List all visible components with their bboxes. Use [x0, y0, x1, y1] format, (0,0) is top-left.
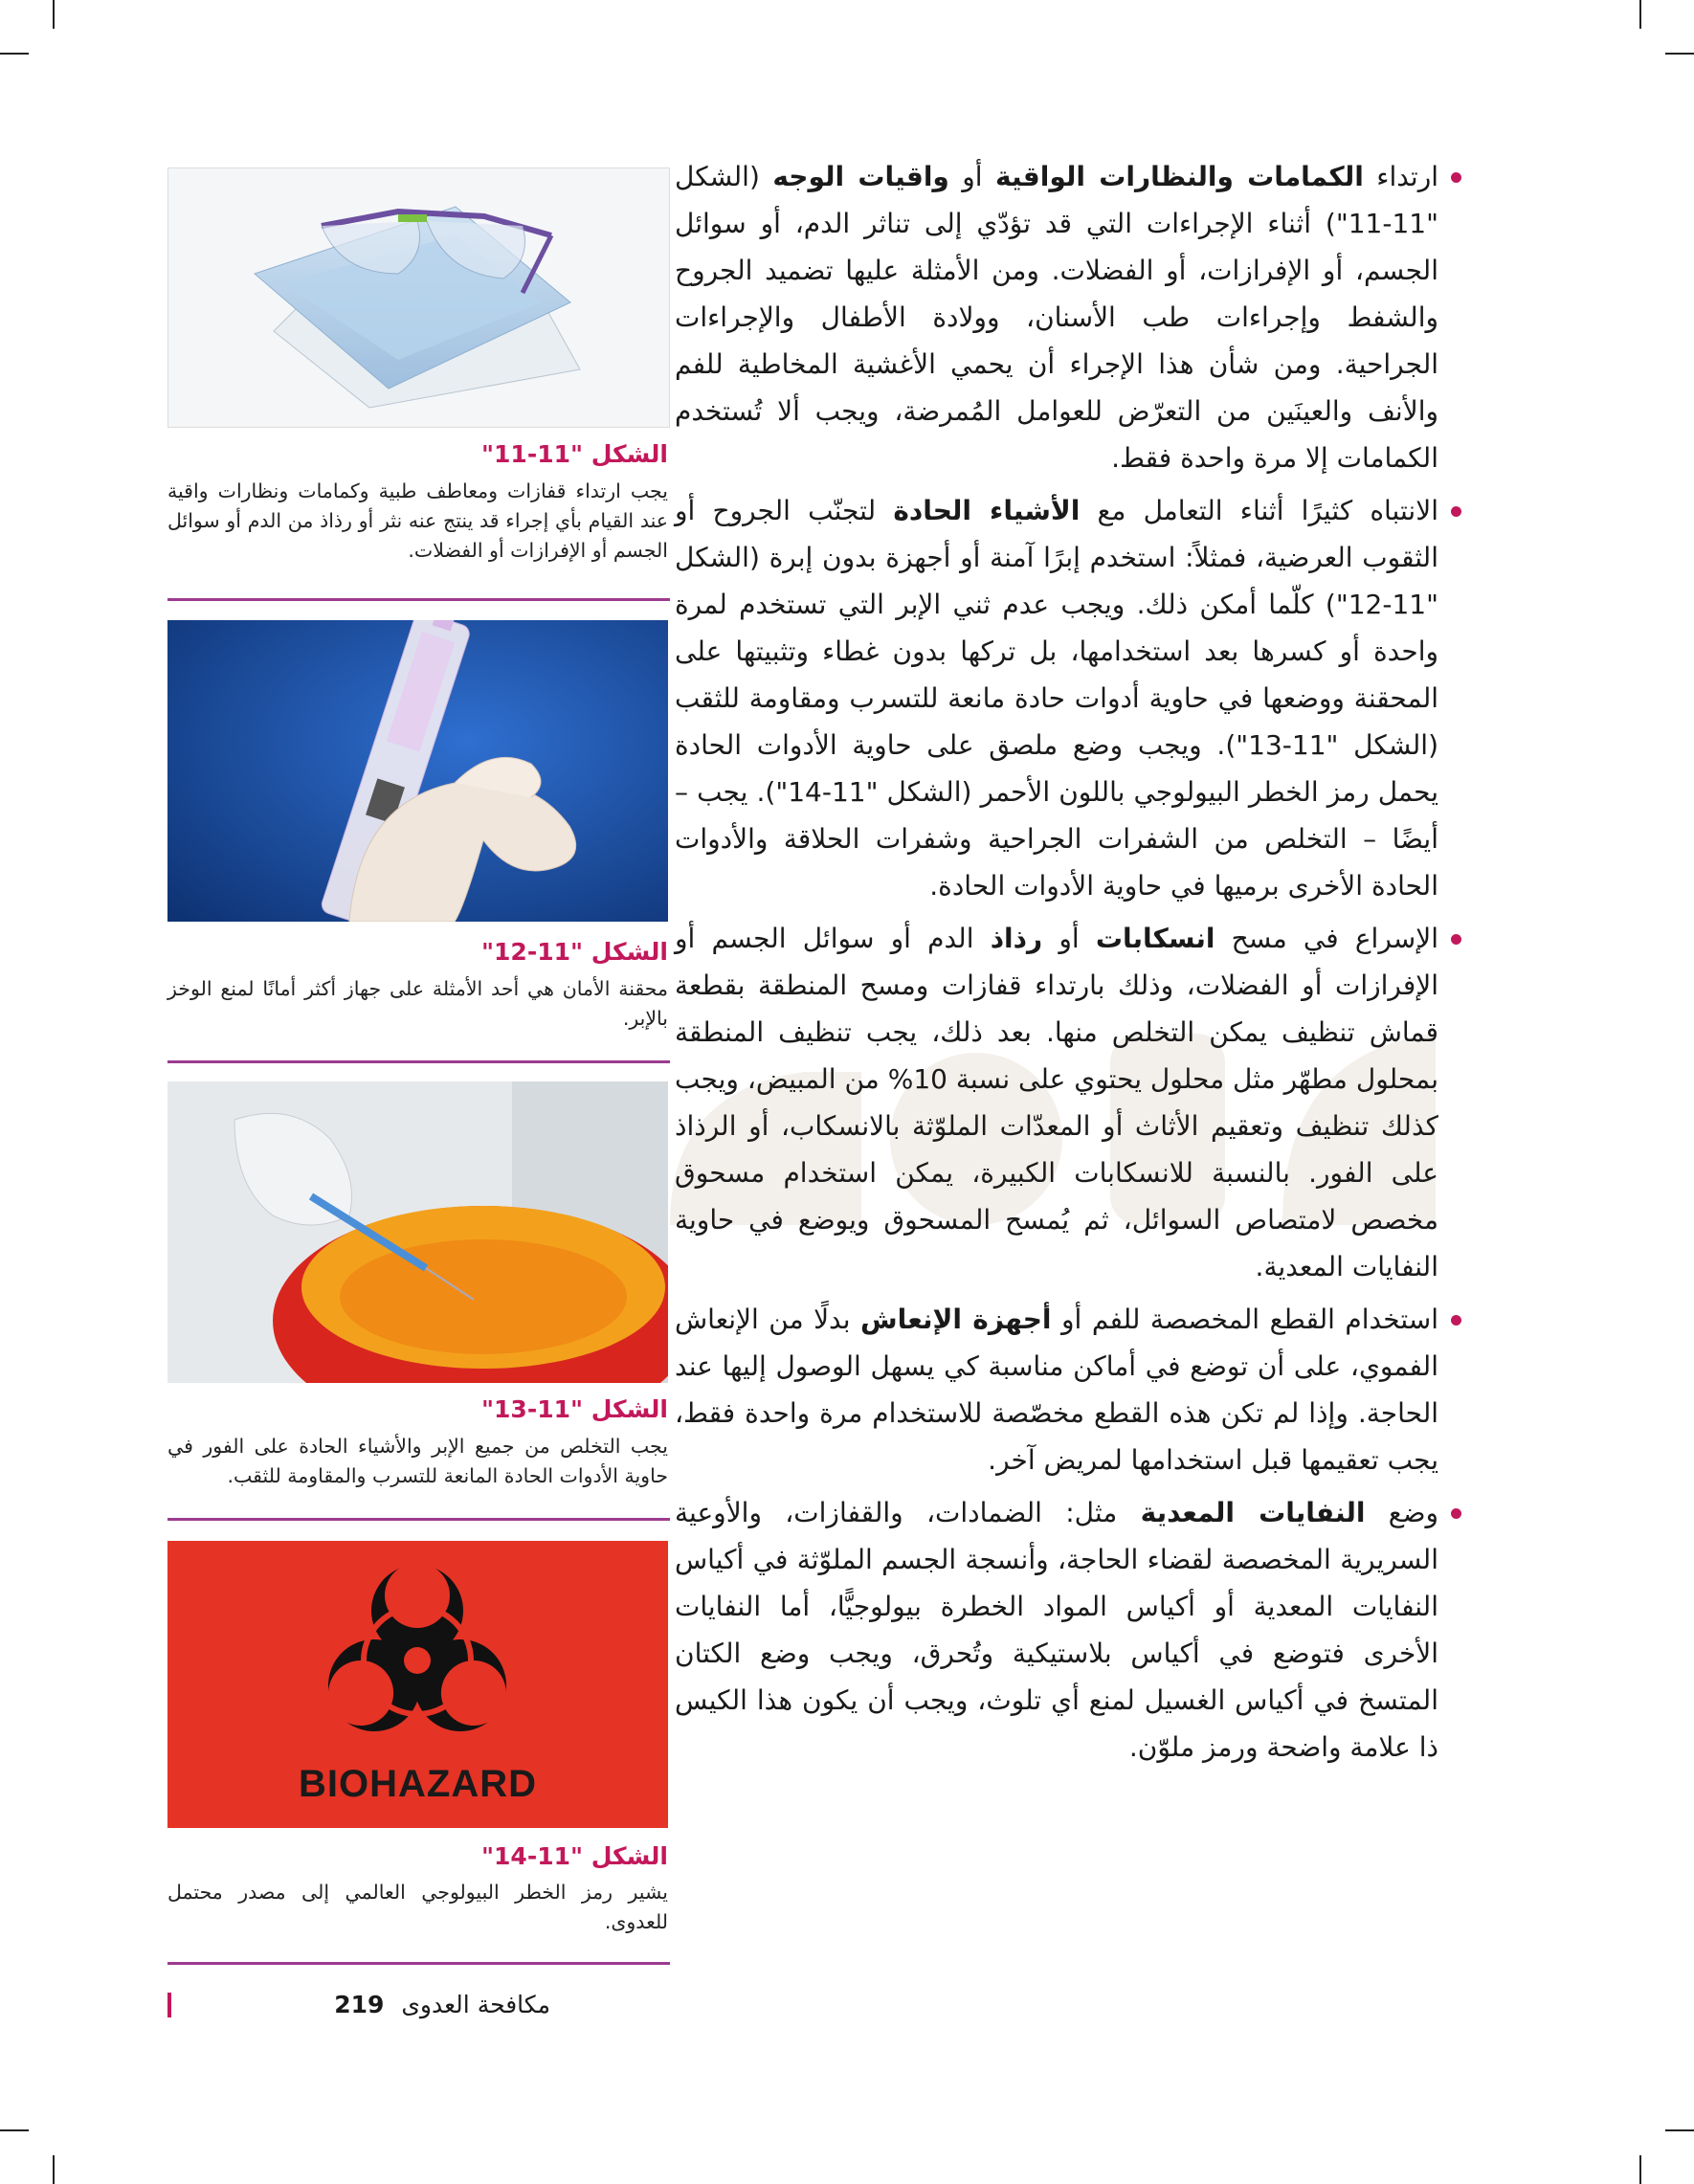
- footer-bar: [167, 1993, 171, 2017]
- bullet-text: وضع النفايات المعدية مثل: الضمادات، والقفازات، والأوعية السريرية المخصصة لقضاء الحاجة، وأنسجة الجسم الملوّثة في أكياس النفايات المعدية أو أكياس المواد الخطرة بيولوجيًّا، أما النفايات الأخرى فتوضع في أكياس بلاستيكية وتُحرق، ويجب وضع الكتان المتسخ في أكياس الغسيل لمنع أي تلوث، ويجب أن يكون هذا الكيس ذا علامة واضحة ورمز ملوّن.: [675, 1497, 1439, 1763]
- page-footer: [167, 1991, 550, 2018]
- crop-mark: [1665, 2129, 1694, 2131]
- main-text: [675, 153, 1460, 1776]
- page-number: 219: [334, 1991, 385, 2018]
- crop-mark: [1639, 0, 1641, 29]
- bullet-dot: [1451, 1508, 1461, 1519]
- figure-11-14-image: [167, 1541, 668, 1828]
- bullet-infectious-waste: [675, 1489, 1460, 1771]
- bullet-masks: [675, 153, 1460, 481]
- bullet-dot: [1451, 172, 1461, 183]
- crop-mark: [0, 2129, 29, 2131]
- crop-mark: [1665, 53, 1694, 55]
- crop-mark: [1639, 2155, 1641, 2184]
- bullet-resuscitation: [675, 1296, 1460, 1483]
- crop-mark: [53, 2155, 55, 2184]
- figure-11-14-caption: يشير رمز الخطر البيولوجي العالمي إلى مصدر محتمل للعدوى.: [167, 1881, 668, 1933]
- bullet-text: الانتباه كثيرًا أثناء التعامل مع الأشياء الحادة لتجنّب الجروح أو الثقوب العرضية، فمثلاً: استخدم إبرًا آمنة أو أجهزة بدون إبرة (الشكل "11-12") كلّما أمكن ذلك. ويجب عدم ثني الإبر التي تستخدم لمرة واحدة أو كسرها بعد استخدامها، بل تركها بدون غطاء وتثبيتها على المحقنة ووضعها في حاوية أدوات حادة مانعة للتسرب ومقاومة للثقب (الشكل "11-13"). ويجب وضع ملصق على حاوية الأدوات الحادة يحمل رمز الخطر البيولوجي باللون الأحمر (الشكل "11-14"). يجب – أيضًا – التخلص من الشفرات الجراحية وشفرات الحلاقة والأدوات الحادة الأخرى برميها في حاوية الأدوات الحادة.: [675, 495, 1438, 902]
- figure-11-13-caption: يجب التخلص من جميع الإبر والأشياء الحادة على الفور في حاوية الأدوات الحادة المانعة للتسرب والمقاومة للثقب.: [167, 1435, 668, 1487]
- bullet-sharps: [675, 487, 1460, 909]
- figure-11-12-caption: محقنة الأمان هي أحد الأمثلة على جهاز أكثر أمانًا لمنع الوخز بالإبر.: [167, 977, 668, 1030]
- figure-11-11-caption: يجب ارتداء قفازات ومعاطف طبية وكمامات ونظارات واقية عند القيام بأي إجراء قد ينتج عنه نثر أو رذاذ من الدم أو سوائل الجسم أو الإفرازات أو الفضلات.: [167, 479, 668, 562]
- crop-mark: [53, 0, 55, 29]
- bullet-dot: [1451, 506, 1461, 517]
- bullet-dot: [1451, 1315, 1461, 1326]
- figure-11-11-image: [167, 167, 670, 428]
- divider: [167, 1962, 670, 1965]
- crop-mark: [0, 53, 29, 55]
- figure-11-13-image: [167, 1081, 668, 1383]
- bullet-text: ارتداء الكمامات والنظارات الواقية أو واقيات الوجه (الشكل "11-11") أثناء الإجراءات التي قد تؤدّي إلى تناثر الدم، أو سوائل الجسم، أو الإفرازات، أو الفضلات. ومن الأمثلة عليها تضميد الجروح والشفط وإجراءات طب الأسنان، وولادة الأطفال والإجراءات الجراحية. ومن شأن هذا الإجراء أن يحمي الأغشية المخاطية للفم والأنف والعينَين من التعرّض للعوامل المُمرضة، ويجب ألا تُستخدم الكمامات إلا مرة واحدة فقط.: [675, 161, 1439, 474]
- biohazard-label: BIOHAZARD: [299, 1763, 537, 1805]
- figure-11-11-title: الشكل "11-11": [481, 440, 668, 468]
- bullet-spills: [675, 915, 1460, 1290]
- figure-11-12-title: الشكل "11-12": [481, 938, 668, 966]
- bullet-text: استخدام القطع المخصصة للفم أو أجهزة الإنعاش بدلًا من الإنعاش الفموي، على أن توضع في أماكن مناسبة كي يسهل الوصول إليها عند الحاجة. وإذا لم تكن هذه القطع مخصّصة للاستخدام مرة واحدة فقط، يجب تعقيمها قبل استخدامها لمريض آخر.: [675, 1304, 1439, 1476]
- bullet-text: الإسراع في مسح انسكابات أو رذاذ الدم أو سوائل الجسم أو الإفرازات أو الفضلات، وذلك بارتداء قفازات ومسح المنطقة بقطعة قماش تنظيف يمكن التخلص منها. بعد ذلك، يجب تنظيف المنطقة بمحلول مطهّر مثل محلول يحتوي على نسبة 10% من المبيض، ويجب كذلك تنظيف وتعقيم الأثاث أو المعدّات الملوّثة بالانسكاب، أو الرذاذ على الفور. بالنسبة للانسكابات الكبيرة، يمكن استخدام مسحوق مخصص لامتصاص السوائل، ثم يُمسح المسحوق ويوضع في حاوية النفايات المعدية.: [675, 923, 1438, 1282]
- divider: [167, 1060, 670, 1063]
- figure-11-13-title: الشكل "11-13": [481, 1395, 668, 1423]
- chapter-title: مكافحة العدوى: [401, 1991, 550, 2018]
- bullet-dot: [1451, 934, 1461, 945]
- figure-11-14-title: الشكل "11-14": [481, 1842, 668, 1870]
- figure-11-12-image: [167, 620, 668, 922]
- divider: [167, 1518, 670, 1521]
- divider: [167, 598, 670, 601]
